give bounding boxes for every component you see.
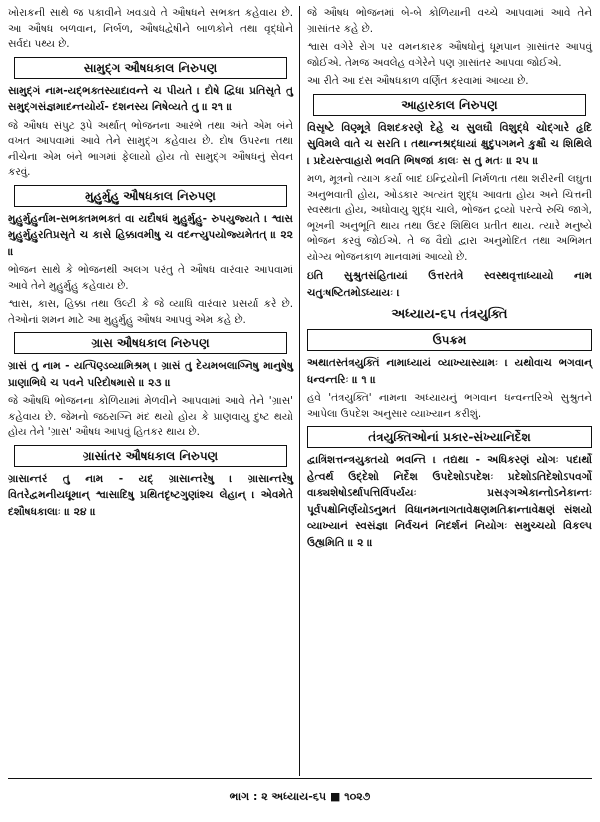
- sanskrit-verse: ગ્રાસાન્તરં તુ નામ - યદ્ ગ્રાસાન્તરેષુ । ગ્રાસાન્તરેષુ વિતરેદ્વમનીયધૂમાન્ શ્વાસાદિષુ પ્રથિતદૃષ્ટગુણાંશ્ચ લેહાન્ । એવમેતે દશૌષધકાલાઃ ॥ ૨૪ ॥: [8, 472, 297, 518]
- paragraph: જે ઔષધ સંપુટ રૂપે અર્થાત્ ભોજનના આરંભે તથા અંતે એમ બંને વખત આપવામાં આવે તેને સામુદ્ગ કહેવાય છે. દોષ ઉપરના તથા નીચેના એમ બંને ભાગમાં ફેલાયો હોય તો સામુદ્ગ ઔષધનું સેવન કરવું.: [8, 119, 297, 178]
- footer-rule: [8, 778, 592, 779]
- chapter-title: અધ્યાય-૬૫ તંત્રયુક્તિ: [391, 307, 508, 322]
- paragraph: આ રીતે આ દસ ઔષધકાળ વર્ણિત કરવામાં આવ્યા છે.: [307, 75, 529, 87]
- two-column-body: [8, 6, 596, 776]
- section-heading: સામુદ્ગ ઔષધકાલ નિરુપણ: [14, 57, 287, 79]
- paragraph: જે ઔષધિ ભોજનના કોળિયામાં મેળવીને આપવામાં આવે તેને 'ગ્રાસ' કહેવાય છે. જેમનો જઠરાગ્નિ મંદ થયો હોય કે પ્રાણવાયુ દુષ્ટ થયો હોય તેને 'ગ્રાસ' ઔષધ આપવું હિતકર થાય છે.: [8, 395, 297, 438]
- paragraph: મળ, મૂત્રનો ત્યાગ કર્યા બાદ ઇન્દ્રિયોની નિર્મળતા તથા શરીરની લઘુતા અનુભવાતી હોય, ઓડકાર અત્યંત શુદ્ધ આવતા હોય અને ચિત્તની સ્વસ્થતા હોય, અધોવાયુ શુદ્ધ ચાલે, ભોજન દ્રવ્યો પરત્વે રુચિ જાગે, ભૂખની અનુભૂતિ થાય તથા ઉદર શિથિલ પ્રતીત થાય. ત્યારે મનુષ્યે ભોજન કરવું જોઈએ. તે જ વૈદ્યો દ્વારા અનુમોદિત તથા અભિમત યોગ્ય ભોજનકાળ માનવામાં આવ્યો છે.: [307, 173, 596, 263]
- sanskrit-verse: દ્વાત્રિંશત્તન્ત્રયુક્તયો ભવન્તિ । તદ્યથા - અધિકરણં યોગઃ પદાર્થો હેત્વર્થ ઉદ્દેશો નિર્દેશ ઉપદેશોઽપદેશઃ પ્રદેશોઽતિદેશોઽપવર્ગો વાક્યશેષોઽર્થાપત્તિર્વિપર્યયઃ પ્રસઙ્ગએકાન્તોઽનેકાન્તઃ પૂર્વપક્ષોનિર્ણયોઽનુમતં વિધાનમનાગતાવેક્ષણમતિક્રાન્તાવેક્ષણં સંશયો વ્યાખ્યાનં સ્વસંજ્ઞા નિર્વચનં નિદર્શનં નિયોગઃ સમુચ્ચયો વિકલ્પ ઉહ્યમિતિ ॥ ૨ ॥: [307, 454, 596, 549]
- paragraph: ખોરાકની સાથે જ પકાવીને ખવડાવે તે ઔષધને સભક્ત કહેવાય છે. આ ઔષધ બળવાન, નિર્બળ, ઔષધદ્વેષીને બાળકોને તથા વૃદ્ધોને સર્વદા પથ્ય છે.: [8, 7, 297, 50]
- paragraph: જે ઔષધ ભોજનમાં બે-બે કોળિયાની વચ્ચે આપવામાં આવે તેને ગ્રાસાંતર કહે છે.: [307, 7, 596, 35]
- right-column: [300, 6, 596, 776]
- paragraph: શ્વાસ વગેરે રોગ પર વમનકારક ઔષધોનું ધૂમપાન ગ્રાસાંતર આપવું જોઈએ. તેમજ અવલેહ વગેરેને પણ ગ્રાસાંતર આપવા જોઈએ.: [307, 41, 596, 69]
- sanskrit-verse: સામુદ્ગં નામ-યદ્ભક્તસ્યાદાવન્તે ચ પીયતે । દોષે દ્વિધા પ્રતિસૃતે તુ સમુદ્ગસંજ્ઞમાદન્તયોર્ય- દશનસ્ય નિષેવ્યતે તુ ॥ ૨૧ ॥: [8, 84, 297, 113]
- section-heading: ગ્રાસ ઔષધકાલ નિરુપણ: [14, 332, 287, 354]
- paragraph: શ્વાસ, કાસ, હિક્કા તથા ઉલ્ટી કે જે વ્યાધિ વારંવાર પ્રસર્યા કરે છે. તેઓનાં શમન માટે આ મુહુર્મુહુ ઔષધ આપવું એમ કહે છે.: [8, 298, 297, 326]
- paragraph: હવે 'તંત્રયુક્તિ' નામના અધ્યાયનું ભગવાન ધન્વન્તરિએ સુશ્રુતને આપેલા ઉપદેશ અનુસાર વ્યાખ્યાન કરીશું.: [307, 392, 596, 420]
- page-footer: ભાગ : ૨ અધ્યાય-૬૫ ■ ૧૦૨૭: [229, 790, 371, 803]
- sanskrit-verse: અથાતસ્તંત્રયુક્તિં નામાધ્યાયં વ્યાખ્યાસ્યામઃ । યથોવાચ ભગવાન્ ધન્વન્તરિઃ ॥ ૧ ॥: [307, 357, 596, 386]
- section-heading: તંત્રયુક્તિઓનાં પ્રકાર-સંખ્યાનિર્દેશ: [307, 426, 592, 448]
- chapter-colophon: ઇતિ સુશ્રુતસંહિતાયાં ઉત્તરતંત્રે સ્વસ્થવૃત્તાધ્યાયો નામ ચતુઃષષ્ટિતમોઽધ્યાયઃ ।: [307, 270, 596, 299]
- section-heading: ઉપક્રમ: [307, 329, 592, 351]
- section-heading: મુહુર્મુહુ ઔષધકાલ નિરુપણ: [14, 185, 287, 207]
- section-heading: ગ્રાસાંતર ઔષધકાલ નિરુપણ: [14, 445, 287, 467]
- left-column: [8, 6, 300, 776]
- section-heading: આહારકાલ નિરુપણ: [313, 94, 586, 116]
- paragraph: ભોજન સાથે કે ભોજનથી અલગ પરંતુ તે ઔષધ વારંવાર આપવામાં આવે તેને મુહુર્મુહુ કહેવાય છે.: [8, 264, 297, 292]
- sanskrit-verse: મુહુર્મુહુર્નામ-સભક્તમભક્તં વા યદૌષધં મુહુર્મુહુ- રુપયુજ્યતે । શ્વાસ મુહુર્મુહુરતિપ્રસૃતે ચ કાસે હિક્કાવમીષુ ચ વદન્ત્યુપયોજ્યમેતત્ ॥ ૨૨ ॥: [8, 212, 297, 258]
- sanskrit-verse: વિસૃષ્ટે વિણ્મૂત્રે વિશદકરણે દેહે ચ સુલઘૌ વિશુદ્ધે ચોદ્ગારે હૃદિ સુવિમલે વાતે ચ સરતિ । તથાન્નશ્રદ્ધાયાં ક્ષુદુપગમને કુક્ષૌ ચ શિથિલે । પ્રદેયસ્ત્વાહારો ભવતિ ભિષજાં કાલઃ સ તુ મતઃ ॥ ૨૫ ॥: [307, 121, 596, 167]
- sanskrit-verse: ગ્રાસં તુ નામ - યત્પિણ્ડવ્યામિશ્રમ્ । ગ્રાસં તુ દેયમબલાગ્નિષુ માનુષેષુ પ્રાણાભિધે ચ પવને પરિદોષમાસે ॥ ૨૩ ॥: [8, 360, 297, 389]
